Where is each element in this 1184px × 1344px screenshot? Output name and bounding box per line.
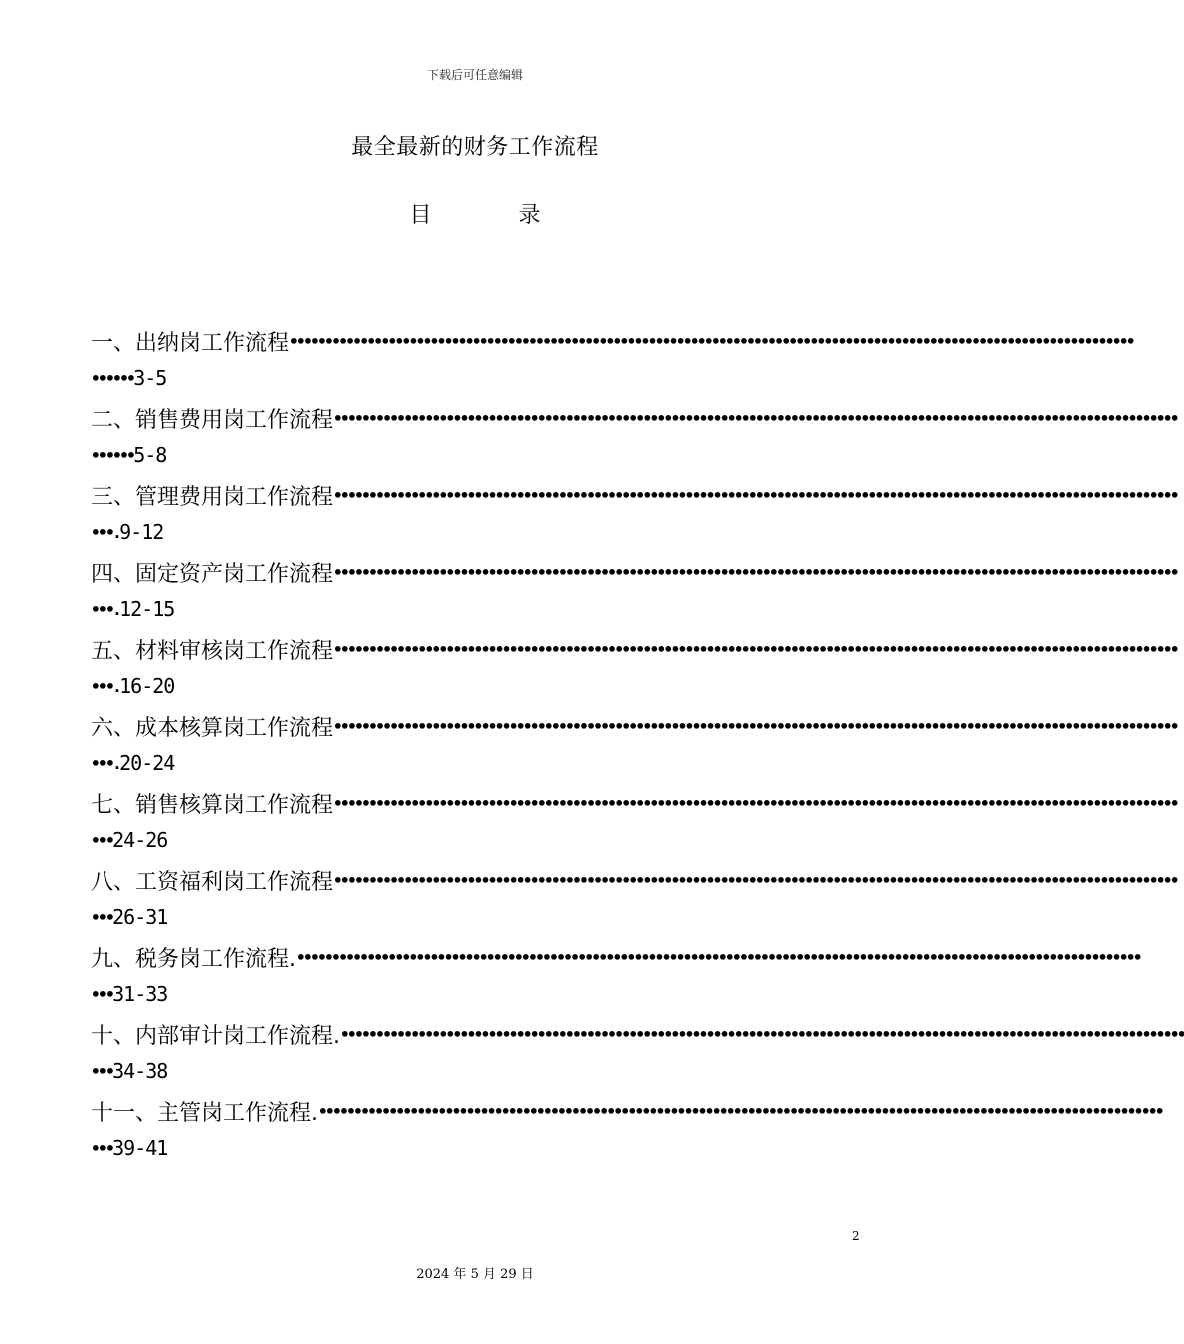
- toc-entry-line: [91, 785, 1177, 821]
- toc-entry: [91, 554, 1177, 631]
- toc-entry-label: 三、管理费用岗工作流程: [91, 484, 334, 510]
- toc-entry-line: [91, 862, 1177, 898]
- toc-entry: [91, 631, 1177, 708]
- toc-entry: [91, 939, 1140, 1016]
- toc-dot-leader-continued: ••••••: [91, 445, 134, 465]
- toc-dot-leader: ••••••••••••••••••••••••••••••••••••••••••••••••••••••••••••••••••••••••••••••••••••••••••••••••••••••••••••••••••••••••: [333, 793, 1177, 813]
- toc-dot-leader-continued: •••: [91, 1061, 113, 1081]
- toc-entry-pages-line: [91, 979, 167, 1009]
- toc-entry-pages-line: [91, 671, 174, 701]
- toc-entry-label: 四、固定资产岗工作流程: [91, 561, 334, 587]
- toc-entry: [91, 862, 1177, 939]
- toc-dot-leader: ••••••••••••••••••••••••••••••••••••••••••••••••••••••••••••••••••••••••••••••••••••••••••••••••••••••••••••••••••••••••: [333, 485, 1177, 505]
- toc-page-range: 12-15: [119, 597, 175, 621]
- toc-entry-pages-line: [91, 1056, 167, 1086]
- toc-entry: [91, 1016, 1184, 1093]
- toc-entry-pages-line: [91, 1133, 167, 1163]
- toc-entry-pages-line: [91, 748, 174, 778]
- toc-entry: [91, 708, 1177, 785]
- toc-entry-label: 十一、主管岗工作流程.: [91, 1100, 318, 1126]
- toc-dot-leader-continued: •••.: [91, 522, 120, 542]
- toc-dot-leader: ••••••••••••••••••••••••••••••••••••••••••••••••••••••••••••••••••••••••••••••••••••••••••••••••••••••••••••••••••••••••: [318, 1101, 1162, 1121]
- toc-entry-line: [91, 1093, 1162, 1129]
- toc-dot-leader: ••••••••••••••••••••••••••••••••••••••••••••••••••••••••••••••••••••••••••••••••••••••••••••••••••••••••••••••••••••••••: [333, 870, 1177, 890]
- toc-entry-line: [91, 939, 1140, 975]
- toc-dot-leader: ••••••••••••••••••••••••••••••••••••••••••••••••••••••••••••••••••••••••••••••••••••••••••••••••••••••••••••••••••••••••: [333, 562, 1177, 582]
- toc-entry-pages-line: [91, 517, 163, 547]
- toc-entry-line: [91, 631, 1177, 667]
- toc-entry: [91, 477, 1177, 554]
- toc-entry-pages-line: [91, 594, 174, 624]
- toc-page-range: 26-31: [112, 905, 168, 929]
- toc-entry-label: 六、成本核算岗工作流程: [91, 715, 334, 741]
- toc-entry: [91, 785, 1177, 862]
- toc-entry-line: [91, 554, 1177, 590]
- toc-dot-leader-continued: •••: [91, 984, 113, 1004]
- toc-entry-label: 十、内部审计岗工作流程.: [91, 1023, 340, 1049]
- toc-entry: [91, 1093, 1162, 1170]
- toc-entry-label: 九、税务岗工作流程.: [91, 946, 296, 972]
- table-of-contents: [91, 323, 1184, 1170]
- toc-dot-leader: ••••••••••••••••••••••••••••••••••••••••••••••••••••••••••••••••••••••••••••••••••••••••••••••••••••••••••••••••••••••••: [333, 716, 1177, 736]
- toc-entry-pages-line: [91, 902, 167, 932]
- toc-page-range: 20-24: [119, 751, 175, 775]
- toc-page-range: 5-8: [133, 443, 167, 467]
- toc-dot-leader-continued: •••: [91, 907, 113, 927]
- toc-entry-label: 七、销售核算岗工作流程: [91, 792, 334, 818]
- toc-entry: [91, 400, 1177, 477]
- toc-page-range: 34-38: [112, 1059, 168, 1083]
- toc-entry-pages-line: [91, 363, 166, 393]
- toc-dot-leader-continued: •••: [91, 1138, 113, 1158]
- document-title: 最全最新的财务工作流程: [351, 135, 599, 160]
- toc-entry-label: 一、出纳岗工作流程: [91, 330, 290, 356]
- toc-dot-leader: ••••••••••••••••••••••••••••••••••••••••••••••••••••••••••••••••••••••••••••••••••••••••••••••••••••••••••••••••••••••••: [333, 639, 1177, 659]
- toc-entry-line: [91, 708, 1177, 744]
- toc-page-range: 24-26: [112, 828, 168, 852]
- toc-page-range: 9-12: [119, 520, 164, 544]
- footer-date: 2024 年 5 月 29 日: [416, 1267, 534, 1282]
- toc-entry-line: [91, 1016, 1184, 1052]
- toc-entry: [91, 323, 1133, 400]
- toc-dot-leader-continued: •••.: [91, 676, 120, 696]
- header-note: 下载后可任意编辑: [426, 68, 523, 82]
- toc-page-range: 16-20: [119, 674, 175, 698]
- toc-dot-leader: ••••••••••••••••••••••••••••••••••••••••••••••••••••••••••••••••••••••••••••••••••••••••••••••••••••••••••••••••••••••••: [296, 947, 1140, 967]
- toc-dot-leader: ••••••••••••••••••••••••••••••••••••••••••••••••••••••••••••••••••••••••••••••••••••••••••••••••••••••••••••••••••••••••: [289, 331, 1133, 351]
- toc-heading: 目 录: [409, 203, 581, 228]
- toc-entry-line: [91, 477, 1177, 513]
- toc-dot-leader-continued: •••.: [91, 753, 120, 773]
- toc-entry-label: 五、材料审核岗工作流程: [91, 638, 334, 664]
- toc-entry-line: [91, 323, 1133, 359]
- toc-dot-leader-continued: •••.: [91, 599, 120, 619]
- toc-dot-leader: ••••••••••••••••••••••••••••••••••••••••••••••••••••••••••••••••••••••••••••••••••••••••••••••••••••••••••••••••••••••••: [333, 408, 1177, 428]
- toc-page-range: 39-41: [112, 1136, 168, 1160]
- toc-entry-label: 八、工资福利岗工作流程: [91, 869, 334, 895]
- toc-page-range: 31-33: [112, 982, 168, 1006]
- toc-entry-pages-line: [91, 825, 167, 855]
- toc-entry-label: 二、销售费用岗工作流程: [91, 407, 334, 433]
- toc-entry-line: [91, 400, 1177, 436]
- toc-dot-leader-continued: •••: [91, 830, 113, 850]
- toc-dot-leader: ••••••••••••••••••••••••••••••••••••••••••••••••••••••••••••••••••••••••••••••••••••••••••••••••••••••••••••••••••••••••: [340, 1024, 1184, 1044]
- toc-entry-pages-line: [91, 440, 166, 470]
- page-number: 2: [852, 1229, 860, 1243]
- toc-dot-leader-continued: ••••••: [91, 368, 134, 388]
- toc-page-range: 3-5: [133, 366, 167, 390]
